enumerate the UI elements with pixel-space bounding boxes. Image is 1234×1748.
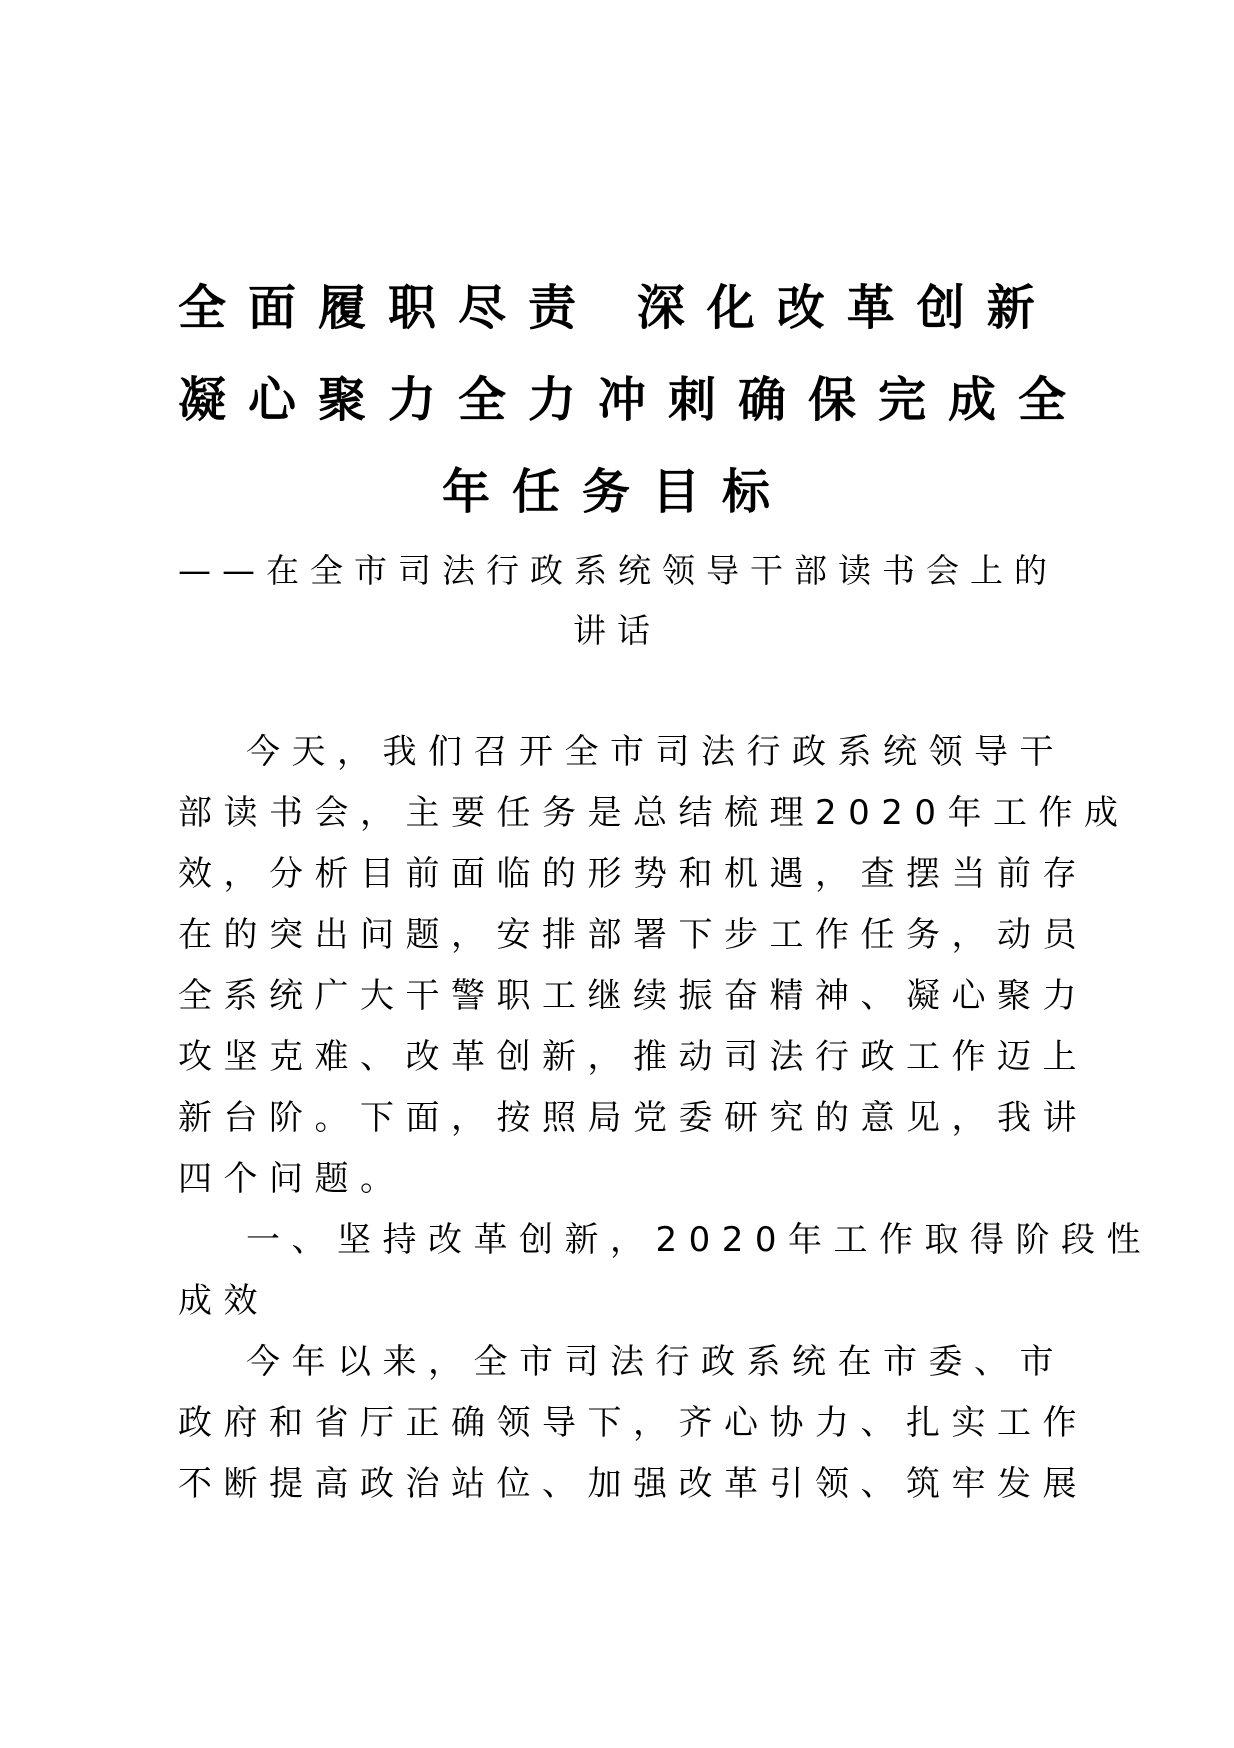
body-line: 不断提高政治站位、加强改革引领、筑牢发展 (178, 1464, 1088, 1504)
body-line: 效，分析目前面临的形势和机遇，查摆当前存 (178, 854, 1088, 894)
body-line: 全系统广大干警职工继续振奋精神、凝心聚力 (178, 976, 1088, 1016)
body-line: 今年以来，全市司法行政系统在市委、市 (246, 1342, 1065, 1382)
subtitle-line: ——在全市司法行政系统领导干部读书会上的 (178, 551, 1058, 590)
body-line: 攻坚克难、改革创新，推动司法行政工作迈上 (178, 1037, 1088, 1077)
title-line: 凝心聚力全力冲刺确保完成全 (178, 372, 1089, 428)
body-line: 新台阶。下面，按照局党委研究的意见，我讲 (178, 1098, 1088, 1138)
document-subtitle (178, 541, 1056, 661)
subtitle-line: 讲话 (573, 611, 661, 650)
title-line: 年任务目标 (441, 464, 792, 520)
heading-line: 一、坚持改革创新，2020年工作取得阶段性 (246, 1220, 1153, 1260)
body-line: 在的突出问题，安排部署下步工作任务，动员 (178, 915, 1088, 955)
body-line: 政府和省厅正确领导下，齐心协力、扎实工作 (178, 1403, 1088, 1443)
body-line: 四个问题。 (178, 1159, 406, 1199)
document-body (178, 722, 1153, 1515)
paragraph-section-1 (178, 1332, 1088, 1515)
heading-line: 成效 (178, 1281, 269, 1321)
section-heading (178, 1210, 1153, 1332)
title-line: 全面履职尽责 深化改革创新 (178, 280, 1057, 336)
body-line: 部读书会，主要任务是总结梳理2020年工作成 (178, 793, 1130, 833)
document-title (178, 262, 1089, 538)
paragraph-intro (178, 722, 1130, 1210)
body-line: 今天，我们召开全市司法行政系统领导干 (246, 732, 1065, 772)
